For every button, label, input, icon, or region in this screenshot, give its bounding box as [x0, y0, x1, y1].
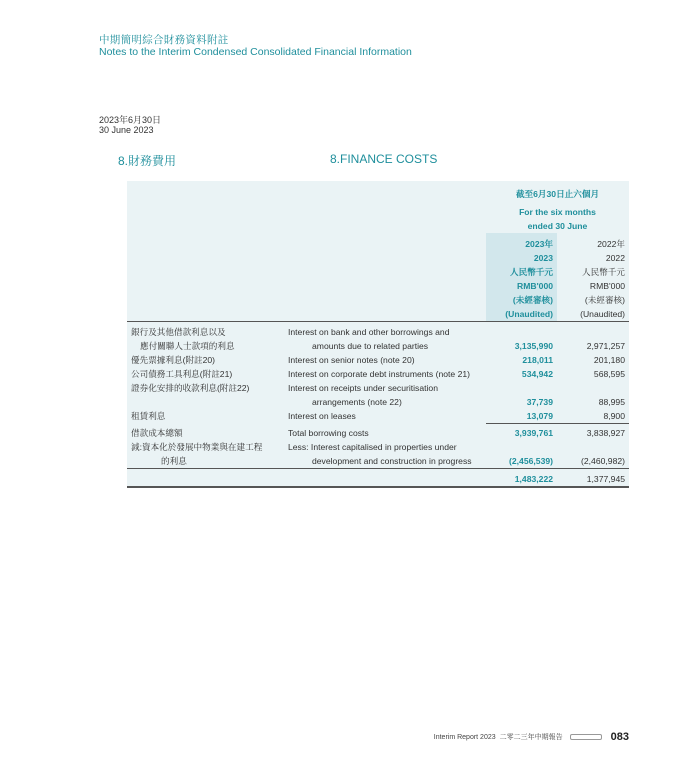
row-label-en: Interest on bank and other borrowings and — [284, 325, 486, 339]
table-row — [127, 353, 629, 367]
footer-text-zh: 二零二三年中期報告 — [499, 734, 563, 741]
footer — [434, 731, 629, 743]
date-zh: 2023年6月30日 — [99, 115, 162, 125]
value-2023: 13,079 — [486, 409, 557, 424]
row-label-zh: 應付關聯人士款項的利息 — [127, 339, 284, 353]
col2023-unit-zh: 人民幣千元 — [486, 265, 557, 279]
row-label-zh: 租賃利息 — [127, 409, 284, 424]
row-label-zh: 優先票據利息(附註20) — [127, 353, 284, 367]
section-heading-zh — [99, 152, 176, 169]
finance-costs-table — [127, 181, 629, 488]
section-heading-en — [311, 152, 437, 166]
header-title-en: Notes to the Interim Condensed Consolidated Financial Information — [99, 46, 412, 58]
col2022-unit: RMB'000 — [557, 279, 629, 293]
table-row — [127, 381, 629, 395]
table-row — [127, 325, 629, 339]
section-title-zh: 財務費用 — [128, 154, 177, 168]
row-label-en: development and construction in progress — [284, 454, 486, 469]
value-2022: 3,838,927 — [557, 426, 629, 440]
col2023-audit: (Unaudited) — [486, 307, 557, 322]
row-label-zh: 減:資本化於發展中物業與在建工程 — [127, 440, 284, 454]
row-label-en: Interest on senior notes (note 20) — [284, 353, 486, 367]
table-row — [127, 426, 629, 440]
header-title-zh: 中期簡明綜合財務資料附註 — [99, 34, 229, 46]
value-2022: 2,971,257 — [557, 339, 629, 353]
table-row-total — [127, 472, 629, 487]
section-number-en: 8. — [329, 152, 340, 166]
row-label-en: amounts due to related parties — [284, 339, 486, 353]
date-en: 30 June 2023 — [99, 125, 154, 135]
row-label-zh: 銀行及其他借款利息以及 — [127, 325, 284, 339]
value-2022: 201,180 — [557, 353, 629, 367]
col2023-audit-zh: (未經審核) — [486, 293, 557, 307]
period-en-line1: For the six months — [486, 205, 629, 219]
row-label-en: Interest on receipts under securitisation — [284, 381, 486, 395]
section-number-zh: 8. — [117, 154, 128, 168]
footer-text-en: Interim Report 2023 — [433, 733, 496, 741]
col2022-year-zh: 2022年 — [557, 237, 629, 251]
table-row — [127, 454, 629, 469]
period-zh: 截至6月30日止六個月 — [486, 187, 629, 201]
col2022-audit-zh: (未經審核) — [557, 293, 629, 307]
col2022-audit: (Unaudited) — [557, 307, 629, 322]
total-2022: 1,377,945 — [557, 472, 629, 487]
table-row — [127, 395, 629, 409]
col2022-unit-zh: 人民幣千元 — [557, 265, 629, 279]
table-row — [127, 409, 629, 424]
value-2023: 3,135,990 — [486, 339, 557, 353]
value-2022: (2,460,982) — [557, 454, 629, 469]
value-2023: 3,939,761 — [486, 426, 557, 440]
col2022-year: 2022 — [557, 251, 629, 265]
row-label-en: Less: Interest capitalised in properties under — [284, 440, 486, 454]
value-2023: 37,739 — [486, 395, 557, 409]
row-label-zh: 的利息 — [127, 454, 284, 469]
value-2023: 218,011 — [486, 353, 557, 367]
period-en-line2: ended 30 June — [486, 219, 629, 233]
col2023-year: 2023 — [486, 251, 557, 265]
row-label-en: Total borrowing costs — [284, 426, 486, 440]
value-2022: 568,595 — [557, 367, 629, 381]
col2023-unit: RMB'000 — [486, 279, 557, 293]
row-label-zh: 證券化安排的收款利息(附註22) — [127, 381, 284, 395]
row-label-zh: 公司債務工具利息(附註21) — [127, 367, 284, 381]
row-label-en: Interest on leases — [284, 409, 486, 424]
value-2022: 8,900 — [557, 409, 629, 424]
value-2022: 88,995 — [557, 395, 629, 409]
table-row — [127, 339, 629, 353]
table-row — [127, 440, 629, 454]
footer-bar-icon — [570, 734, 602, 740]
row-label-zh: 借款成本總額 — [127, 426, 284, 440]
table-row — [127, 367, 629, 381]
page-number: 083 — [610, 731, 629, 743]
section-title-en: FINANCE COSTS — [340, 152, 438, 166]
value-2023: (2,456,539) — [486, 454, 557, 469]
row-label-en: arrangements (note 22) — [284, 395, 486, 409]
total-2023: 1,483,222 — [486, 472, 557, 487]
row-label-en: Interest on corporate debt instruments (note 21) — [284, 367, 486, 381]
col2023-year-zh: 2023年 — [486, 237, 557, 251]
value-2023: 534,942 — [486, 367, 557, 381]
